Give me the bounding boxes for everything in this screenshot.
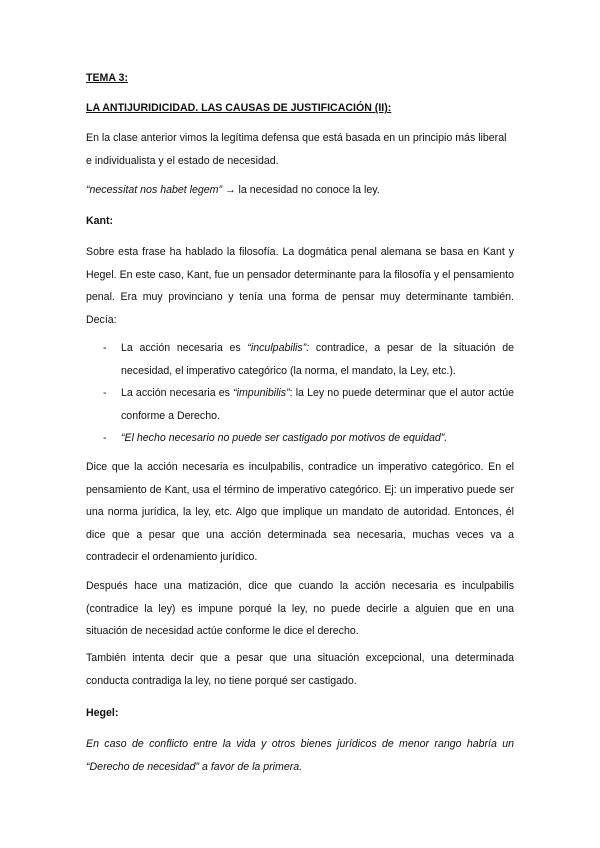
- document-subtitle: LA ANTIJURIDICIDAD. LAS CAUSAS DE JUSTIFICACIÓN (II):: [86, 102, 392, 114]
- kant-heading: Kant:: [86, 215, 114, 227]
- hegel-heading: Hegel:: [86, 707, 119, 719]
- kant-paragraph-4: También intenta decir que a pesar que una situación excepcional, una determinada conducta contradiga la ley, no tiene porqué ser castigado.: [86, 652, 514, 687]
- kant-paragraph-3: Después hace una matización, dice que cuando la acción necesaria es inculpabilis (contradice la ley) es impune porqué la ley, no puede decirle a alguien que en una situación de necesidad actúe conforme le dice el derecho.: [86, 580, 514, 637]
- kant-bullet-list: [86, 337, 514, 450]
- list-item: - La acción necesaria es “inculpabilis”: contradice, a pesar de la situación de necesidad, el imperativo categórico (la norma, el mandato, la Ley, etc.).: [86, 337, 514, 382]
- document-title: TEMA 3:: [86, 72, 128, 84]
- right-arrow-icon: →: [224, 184, 236, 196]
- latin-quote-translation: la necesidad no conoce la ley.: [238, 184, 380, 196]
- list-item: - La acción necesaria es “impunibilis”: la Ley no puede determinar que el autor actúe conforme a Derecho.: [86, 382, 514, 427]
- list-item: - “El hecho necesario no puede ser castigado por motivos de equidad”.: [86, 427, 514, 450]
- kant-paragraph-2: Dice que la acción necesaria es inculpabilis, contradice un imperativo categórico. En el pensamiento de Kant, usa el término de imperativo categórico. Ej: un imperativo puede ser una norma jurídica, la ley, etc. Algo que implique un mandato de autoridad. Entonces, él dice que a pesar que una acción determinada sea necesaria, muchas veces va a contradecir el ordenamiento jurídico.: [86, 461, 514, 563]
- latin-quote-line: [86, 179, 514, 202]
- intro-paragraph: En la clase anterior vimos la legítima defensa que está basada en un principio más liberal e individualista y el estado de necesidad.: [86, 132, 507, 167]
- hegel-paragraph: En caso de conflicto entre la vida y otros bienes jurídicos de menor rango habría un “Derecho de necesidad” a favor de la primera.: [86, 738, 514, 773]
- kant-paragraph-1: Sobre esta frase ha hablado la filosofía. La dogmática penal alemana se basa en Kant y Hegel. En este caso, Kant, fue un pensador determinante para la filosofía y el pensamiento penal. Era muy provinciano y tenía una forma de pensar muy determinante también. Decía:: [86, 246, 514, 326]
- latin-quote: “necessitat nos habet legem”: [86, 184, 223, 196]
